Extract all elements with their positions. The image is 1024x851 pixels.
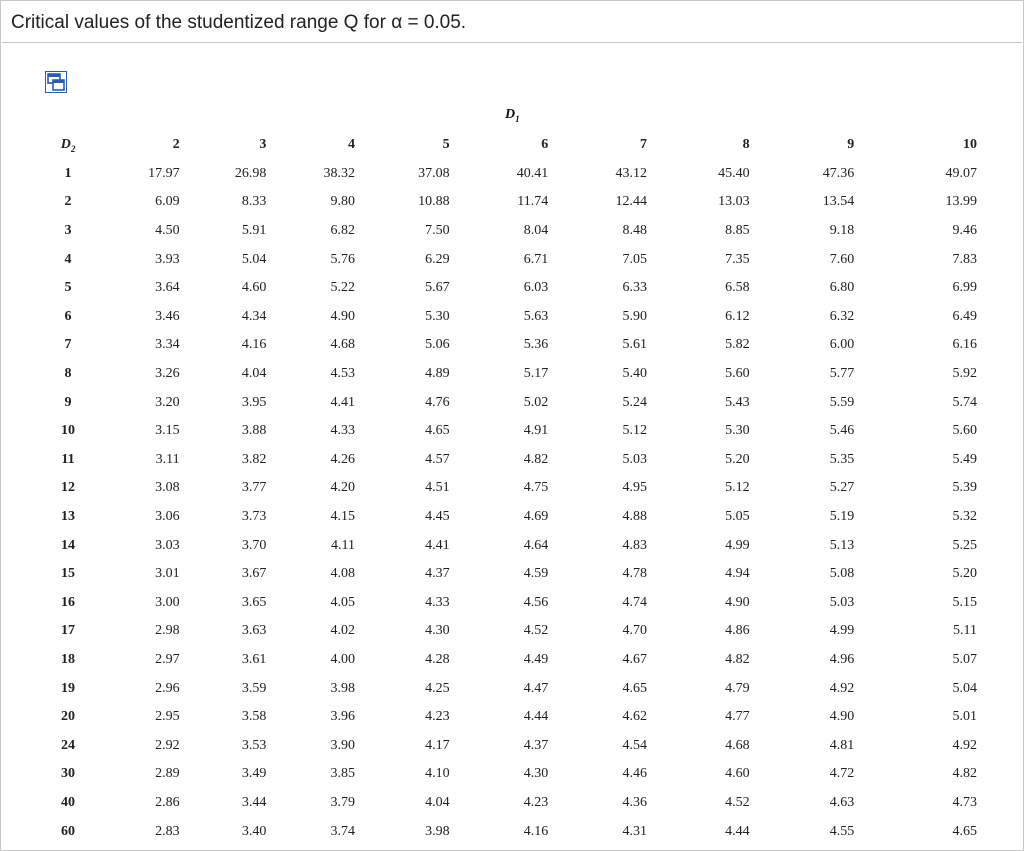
table-cell: 3.88 bbox=[241, 423, 267, 439]
table-cell: 5.61 bbox=[622, 337, 647, 353]
table-cell: 5.82 bbox=[725, 337, 750, 353]
row-label: 10 bbox=[61, 423, 75, 439]
table-cell: 4.64 bbox=[523, 537, 549, 553]
table-cell: 3.64 bbox=[155, 280, 180, 296]
column-header: 10 bbox=[963, 137, 977, 153]
table-cell: 5.91 bbox=[241, 223, 267, 239]
table-cell: 5.15 bbox=[952, 594, 977, 610]
table-cell: 3.20 bbox=[155, 394, 180, 410]
table-cell: 13.03 bbox=[718, 194, 750, 210]
row-label: 1 bbox=[64, 165, 72, 181]
table-cell: 26.98 bbox=[234, 165, 267, 181]
table-cell: 4.52 bbox=[725, 794, 750, 810]
table-cell: 5.07 bbox=[952, 651, 977, 667]
table-cell: 2.98 bbox=[155, 623, 180, 639]
copy-table-icon[interactable] bbox=[45, 71, 67, 93]
table-cell: 3.82 bbox=[241, 451, 267, 467]
row-label: 9 bbox=[64, 394, 72, 410]
table-cell: 3.79 bbox=[330, 794, 355, 810]
column-header: 2 bbox=[172, 137, 180, 153]
table-cell: 5.30 bbox=[725, 423, 750, 439]
table-cell: 5.46 bbox=[829, 423, 855, 439]
column-header: 7 bbox=[639, 137, 647, 153]
table-cell: 4.57 bbox=[425, 451, 450, 467]
table-cell: 5.13 bbox=[829, 537, 855, 553]
table-cell: 3.63 bbox=[241, 623, 267, 639]
table-cell: 5.32 bbox=[952, 509, 977, 525]
table-cell: 4.52 bbox=[523, 623, 549, 639]
table-row bbox=[37, 731, 987, 760]
table-cell: 4.00 bbox=[330, 651, 355, 667]
table-cell: 5.25 bbox=[952, 537, 977, 553]
table-cell: 4.56 bbox=[523, 594, 549, 610]
table-cell: 5.67 bbox=[425, 280, 450, 296]
table-body bbox=[37, 160, 987, 846]
column-group-header bbox=[505, 107, 520, 124]
table-cell: 4.47 bbox=[523, 680, 549, 696]
table-row bbox=[37, 703, 987, 732]
table-cell: 5.40 bbox=[622, 366, 647, 382]
table-cell: 3.67 bbox=[241, 566, 267, 582]
table-cell: 4.92 bbox=[952, 737, 977, 753]
table-cell: 4.51 bbox=[425, 480, 450, 496]
table-cell: 3.40 bbox=[241, 823, 267, 839]
row-label: 4 bbox=[64, 251, 72, 267]
row-label: 17 bbox=[61, 623, 75, 639]
table-cell: 4.34 bbox=[241, 308, 267, 324]
table-cell: 4.74 bbox=[622, 594, 647, 610]
table-cell: 13.54 bbox=[822, 194, 855, 210]
table-cell: 3.98 bbox=[330, 680, 355, 696]
table-cell: 5.19 bbox=[829, 509, 855, 525]
table-cell: 4.44 bbox=[725, 823, 750, 839]
table-cell: 3.01 bbox=[155, 566, 180, 582]
table-row bbox=[37, 589, 987, 618]
table-cell: 5.05 bbox=[725, 509, 750, 525]
table-cell: 4.79 bbox=[725, 680, 750, 696]
table-cell: 5.24 bbox=[622, 394, 647, 410]
row-label: 3 bbox=[64, 223, 72, 239]
table-cell: 5.04 bbox=[952, 680, 977, 696]
table-cell: 4.54 bbox=[622, 737, 647, 753]
row-label: 13 bbox=[61, 509, 75, 525]
table-cell: 9.80 bbox=[330, 194, 355, 210]
table-cell: 5.43 bbox=[725, 394, 750, 410]
table-cell: 5.08 bbox=[829, 566, 855, 582]
table-row bbox=[37, 160, 987, 189]
table-cell: 6.32 bbox=[829, 308, 855, 324]
row-label: 8 bbox=[64, 366, 72, 382]
table-cell: 13.99 bbox=[945, 194, 977, 210]
table-row bbox=[37, 503, 987, 532]
table-cell: 4.23 bbox=[523, 794, 549, 810]
table-row bbox=[37, 617, 987, 646]
table-row bbox=[37, 560, 987, 589]
table-cell: 6.58 bbox=[725, 280, 750, 296]
table-row bbox=[37, 760, 987, 789]
table-cell: 10.88 bbox=[418, 194, 450, 210]
table-cell: 5.01 bbox=[952, 709, 977, 725]
table-row bbox=[37, 531, 987, 560]
table-cell: 3.00 bbox=[155, 594, 180, 610]
table-cell: 4.75 bbox=[523, 480, 549, 496]
row-label: 7 bbox=[64, 337, 72, 353]
table-row bbox=[37, 446, 987, 475]
page-title: Critical values of the studentized range Q for α = 0.05. bbox=[11, 12, 467, 33]
table-row bbox=[37, 274, 987, 303]
table-cell: 7.35 bbox=[725, 251, 750, 267]
table-cell: 38.32 bbox=[323, 165, 355, 181]
table-cell: 4.60 bbox=[725, 766, 750, 782]
table-cell: 3.96 bbox=[330, 709, 355, 725]
table-cell: 3.49 bbox=[241, 766, 267, 782]
table-cell: 4.17 bbox=[425, 737, 450, 753]
table-cell: 4.68 bbox=[725, 737, 750, 753]
table-cell: 4.59 bbox=[523, 566, 549, 582]
column-header: 4 bbox=[347, 137, 355, 153]
table-cell: 4.90 bbox=[829, 709, 855, 725]
table-cell: 2.86 bbox=[155, 794, 180, 810]
row-label: 14 bbox=[61, 537, 75, 553]
table-cell: 5.02 bbox=[523, 394, 549, 410]
table-cell: 4.70 bbox=[622, 623, 647, 639]
table-cell: 4.36 bbox=[622, 794, 647, 810]
table-cell: 5.20 bbox=[952, 566, 977, 582]
table-cell: 4.55 bbox=[829, 823, 855, 839]
table-cell: 4.96 bbox=[829, 651, 855, 667]
table-cell: 3.11 bbox=[155, 451, 180, 467]
table-row bbox=[37, 817, 987, 846]
row-label: 6 bbox=[64, 308, 72, 324]
table-cell: 4.23 bbox=[425, 709, 450, 725]
table-cell: 3.53 bbox=[241, 737, 267, 753]
table-row bbox=[37, 674, 987, 703]
table-cell: 3.34 bbox=[155, 337, 180, 353]
table-cell: 5.04 bbox=[241, 251, 267, 267]
table-cell: 3.58 bbox=[241, 709, 267, 725]
table-cell: 4.08 bbox=[330, 566, 355, 582]
table-cell: 6.33 bbox=[622, 280, 647, 296]
table-cell: 4.20 bbox=[330, 480, 355, 496]
row-label: 15 bbox=[61, 566, 75, 582]
table-cell: 3.61 bbox=[241, 651, 267, 667]
table-cell: 4.33 bbox=[425, 594, 450, 610]
table-cell: 4.04 bbox=[241, 366, 267, 382]
table-cell: 4.37 bbox=[425, 566, 450, 582]
title-divider bbox=[2, 42, 1022, 43]
table-cell: 4.30 bbox=[523, 766, 549, 782]
table-cell: 4.60 bbox=[241, 280, 267, 296]
table-row bbox=[37, 789, 987, 818]
table-cell: 4.82 bbox=[523, 451, 549, 467]
column-header: 8 bbox=[742, 137, 750, 153]
table-cell: 3.85 bbox=[330, 766, 355, 782]
row-label: 20 bbox=[61, 709, 75, 725]
table-cell: 3.90 bbox=[330, 737, 355, 753]
table-cell: 4.90 bbox=[725, 594, 750, 610]
table-cell: 4.45 bbox=[425, 509, 450, 525]
table-cell: 7.60 bbox=[829, 251, 855, 267]
table-cell: 8.04 bbox=[523, 223, 549, 239]
row-label: 40 bbox=[61, 794, 75, 810]
table-cell: 5.17 bbox=[523, 366, 549, 382]
table-cell: 4.02 bbox=[330, 623, 355, 639]
row-group-symbol: D bbox=[60, 136, 71, 152]
table-cell: 4.05 bbox=[330, 594, 355, 610]
table-cell: 4.89 bbox=[425, 366, 450, 382]
table-cell: 4.63 bbox=[829, 794, 855, 810]
table-cell: 4.69 bbox=[523, 509, 549, 525]
row-label: 18 bbox=[61, 651, 75, 667]
table-cell: 2.97 bbox=[155, 651, 180, 667]
table-cell: 6.00 bbox=[829, 337, 855, 353]
table-cell: 4.37 bbox=[523, 737, 549, 753]
table-cell: 4.30 bbox=[425, 623, 450, 639]
table-cell: 5.63 bbox=[523, 308, 549, 324]
table-cell: 3.15 bbox=[155, 423, 180, 439]
row-label: 2 bbox=[64, 194, 72, 210]
table-cell: 6.49 bbox=[952, 308, 977, 324]
row-label: 11 bbox=[61, 451, 75, 467]
table-cell: 3.03 bbox=[155, 537, 180, 553]
table-cell: 4.82 bbox=[725, 651, 750, 667]
table-cell: 4.41 bbox=[425, 537, 450, 553]
table-cell: 40.41 bbox=[516, 165, 549, 181]
table-cell: 2.96 bbox=[155, 680, 180, 696]
column-header: 6 bbox=[541, 137, 549, 153]
table-cell: 5.22 bbox=[330, 280, 355, 296]
row-group-subscript: 2 bbox=[70, 143, 76, 154]
table-cell: 5.11 bbox=[953, 623, 977, 639]
table-cell: 5.06 bbox=[425, 337, 450, 353]
table-cell: 5.90 bbox=[622, 308, 647, 324]
table-cell: 4.91 bbox=[523, 423, 549, 439]
table-cell: 17.97 bbox=[148, 165, 180, 181]
table-cell: 6.03 bbox=[523, 280, 549, 296]
column-header: 9 bbox=[847, 137, 855, 153]
table-cell: 3.06 bbox=[155, 509, 180, 525]
table-cell: 4.90 bbox=[330, 308, 355, 324]
table-cell: 3.59 bbox=[241, 680, 267, 696]
table-cell: 4.77 bbox=[725, 709, 750, 725]
table-cell: 4.46 bbox=[622, 766, 647, 782]
table-cell: 4.15 bbox=[330, 509, 355, 525]
table-cell: 5.74 bbox=[952, 394, 977, 410]
table-cell: 3.74 bbox=[330, 823, 355, 839]
column-group-symbol: D bbox=[505, 107, 516, 122]
table-row bbox=[37, 303, 987, 332]
table-cell: 6.82 bbox=[330, 223, 355, 239]
table-cell: 4.49 bbox=[523, 651, 549, 667]
table-cell: 8.48 bbox=[622, 223, 647, 239]
table-cell: 6.71 bbox=[523, 251, 549, 267]
row-label: 5 bbox=[64, 280, 72, 296]
row-label: 24 bbox=[61, 737, 75, 753]
table-cell: 6.99 bbox=[952, 280, 977, 296]
table-cell: 5.36 bbox=[523, 337, 549, 353]
table-cell: 5.20 bbox=[725, 451, 750, 467]
header-row bbox=[37, 131, 987, 160]
table-cell: 4.50 bbox=[155, 223, 180, 239]
table-cell: 5.27 bbox=[829, 480, 855, 496]
table-row bbox=[37, 360, 987, 389]
table-cell: 2.89 bbox=[155, 766, 180, 782]
table-row bbox=[37, 217, 987, 246]
table-cell: 4.65 bbox=[622, 680, 647, 696]
table-cell: 4.99 bbox=[829, 623, 855, 639]
table-cell: 3.65 bbox=[241, 594, 267, 610]
table-cell: 4.67 bbox=[622, 651, 647, 667]
table-cell: 4.41 bbox=[330, 394, 355, 410]
table-cell: 4.83 bbox=[622, 537, 647, 553]
table-cell: 4.25 bbox=[425, 680, 450, 696]
table-cell: 7.05 bbox=[622, 251, 647, 267]
column-group-subscript: 1 bbox=[515, 113, 520, 124]
table-cell: 3.95 bbox=[241, 394, 267, 410]
table-row bbox=[37, 331, 987, 360]
table-cell: 5.30 bbox=[425, 308, 450, 324]
table-cell: 6.12 bbox=[725, 308, 750, 324]
table-cell: 4.78 bbox=[622, 566, 647, 582]
table-cell: 7.50 bbox=[425, 223, 450, 239]
table-cell: 4.10 bbox=[425, 766, 450, 782]
table-cell: 3.08 bbox=[155, 480, 180, 496]
table-cell: 5.76 bbox=[330, 251, 355, 267]
table-cell: 4.68 bbox=[330, 337, 355, 353]
row-label: 12 bbox=[61, 480, 75, 496]
table-cell: 2.92 bbox=[155, 737, 180, 753]
table-cell: 4.94 bbox=[725, 566, 750, 582]
table-row bbox=[37, 474, 987, 503]
table-row bbox=[37, 388, 987, 417]
table-cell: 4.81 bbox=[829, 737, 855, 753]
row-group-header bbox=[37, 131, 99, 160]
table-cell: 11.74 bbox=[517, 194, 549, 210]
table-cell: 4.62 bbox=[622, 709, 647, 725]
table-cell: 4.28 bbox=[425, 651, 450, 667]
table-cell: 4.76 bbox=[425, 394, 450, 410]
table-cell: 4.16 bbox=[523, 823, 549, 839]
table-cell: 5.03 bbox=[829, 594, 855, 610]
table-cell: 4.92 bbox=[829, 680, 855, 696]
table-cell: 3.46 bbox=[155, 308, 180, 324]
table-cell: 3.77 bbox=[241, 480, 267, 496]
table-cell: 2.83 bbox=[155, 823, 180, 839]
column-header: 3 bbox=[259, 137, 267, 153]
table-cell: 4.86 bbox=[725, 623, 750, 639]
table-cell: 4.31 bbox=[622, 823, 647, 839]
row-label: 16 bbox=[61, 594, 75, 610]
table-cell: 4.72 bbox=[829, 766, 855, 782]
table-cell: 6.80 bbox=[829, 280, 855, 296]
table-cell: 3.70 bbox=[241, 537, 267, 553]
table-cell: 8.85 bbox=[725, 223, 750, 239]
table-cell: 4.88 bbox=[622, 509, 647, 525]
table-cell: 9.46 bbox=[952, 223, 977, 239]
table-cell: 49.07 bbox=[945, 165, 977, 181]
table-cell: 4.26 bbox=[330, 451, 355, 467]
table-cell: 47.36 bbox=[822, 165, 855, 181]
table-cell: 5.03 bbox=[622, 451, 647, 467]
table-cell: 3.26 bbox=[155, 366, 180, 382]
critical-values-table bbox=[37, 131, 987, 846]
table-row bbox=[37, 188, 987, 217]
table-cell: 3.73 bbox=[241, 509, 267, 525]
table-cell: 5.59 bbox=[829, 394, 855, 410]
table-cell: 4.11 bbox=[330, 537, 355, 553]
table-cell: 4.04 bbox=[425, 794, 450, 810]
table-cell: 5.12 bbox=[725, 480, 750, 496]
table-cell: 6.16 bbox=[952, 337, 977, 353]
table-row bbox=[37, 417, 987, 446]
table-cell: 4.95 bbox=[622, 480, 647, 496]
table-cell: 4.53 bbox=[330, 366, 355, 382]
table-cell: 4.82 bbox=[952, 766, 977, 782]
table-cell: 4.33 bbox=[330, 423, 355, 439]
table-cell: 5.60 bbox=[952, 423, 977, 439]
table-cell: 5.12 bbox=[622, 423, 647, 439]
table-cell: 5.60 bbox=[725, 366, 750, 382]
table-cell: 4.73 bbox=[952, 794, 977, 810]
table-cell: 6.29 bbox=[425, 251, 450, 267]
table-cell: 4.99 bbox=[725, 537, 750, 553]
table-cell: 3.93 bbox=[155, 251, 180, 267]
table-cell: 45.40 bbox=[718, 165, 750, 181]
table-cell: 12.44 bbox=[615, 194, 647, 210]
table-cell: 9.18 bbox=[829, 223, 855, 239]
table-row bbox=[37, 245, 987, 274]
table-cell: 43.12 bbox=[615, 165, 647, 181]
column-header: 5 bbox=[442, 137, 450, 153]
table-cell: 5.39 bbox=[952, 480, 977, 496]
table-cell: 3.44 bbox=[241, 794, 267, 810]
table-cell: 5.77 bbox=[829, 366, 855, 382]
table-cell: 4.65 bbox=[425, 423, 450, 439]
table-cell: 5.49 bbox=[952, 451, 977, 467]
table-cell: 3.98 bbox=[425, 823, 450, 839]
table-cell: 2.95 bbox=[155, 709, 180, 725]
table-cell: 4.65 bbox=[952, 823, 977, 839]
table-cell: 6.09 bbox=[155, 194, 180, 210]
table-cell: 4.44 bbox=[523, 709, 549, 725]
row-label: 60 bbox=[61, 823, 75, 839]
table-cell: 5.92 bbox=[952, 366, 977, 382]
row-label: 30 bbox=[61, 766, 75, 782]
table-cell: 37.08 bbox=[418, 165, 450, 181]
table-cell: 7.83 bbox=[952, 251, 977, 267]
table-cell: 5.35 bbox=[829, 451, 855, 467]
table-cell: 8.33 bbox=[241, 194, 267, 210]
table-row bbox=[37, 646, 987, 675]
table-cell: 4.16 bbox=[241, 337, 267, 353]
row-label: 19 bbox=[61, 680, 75, 696]
